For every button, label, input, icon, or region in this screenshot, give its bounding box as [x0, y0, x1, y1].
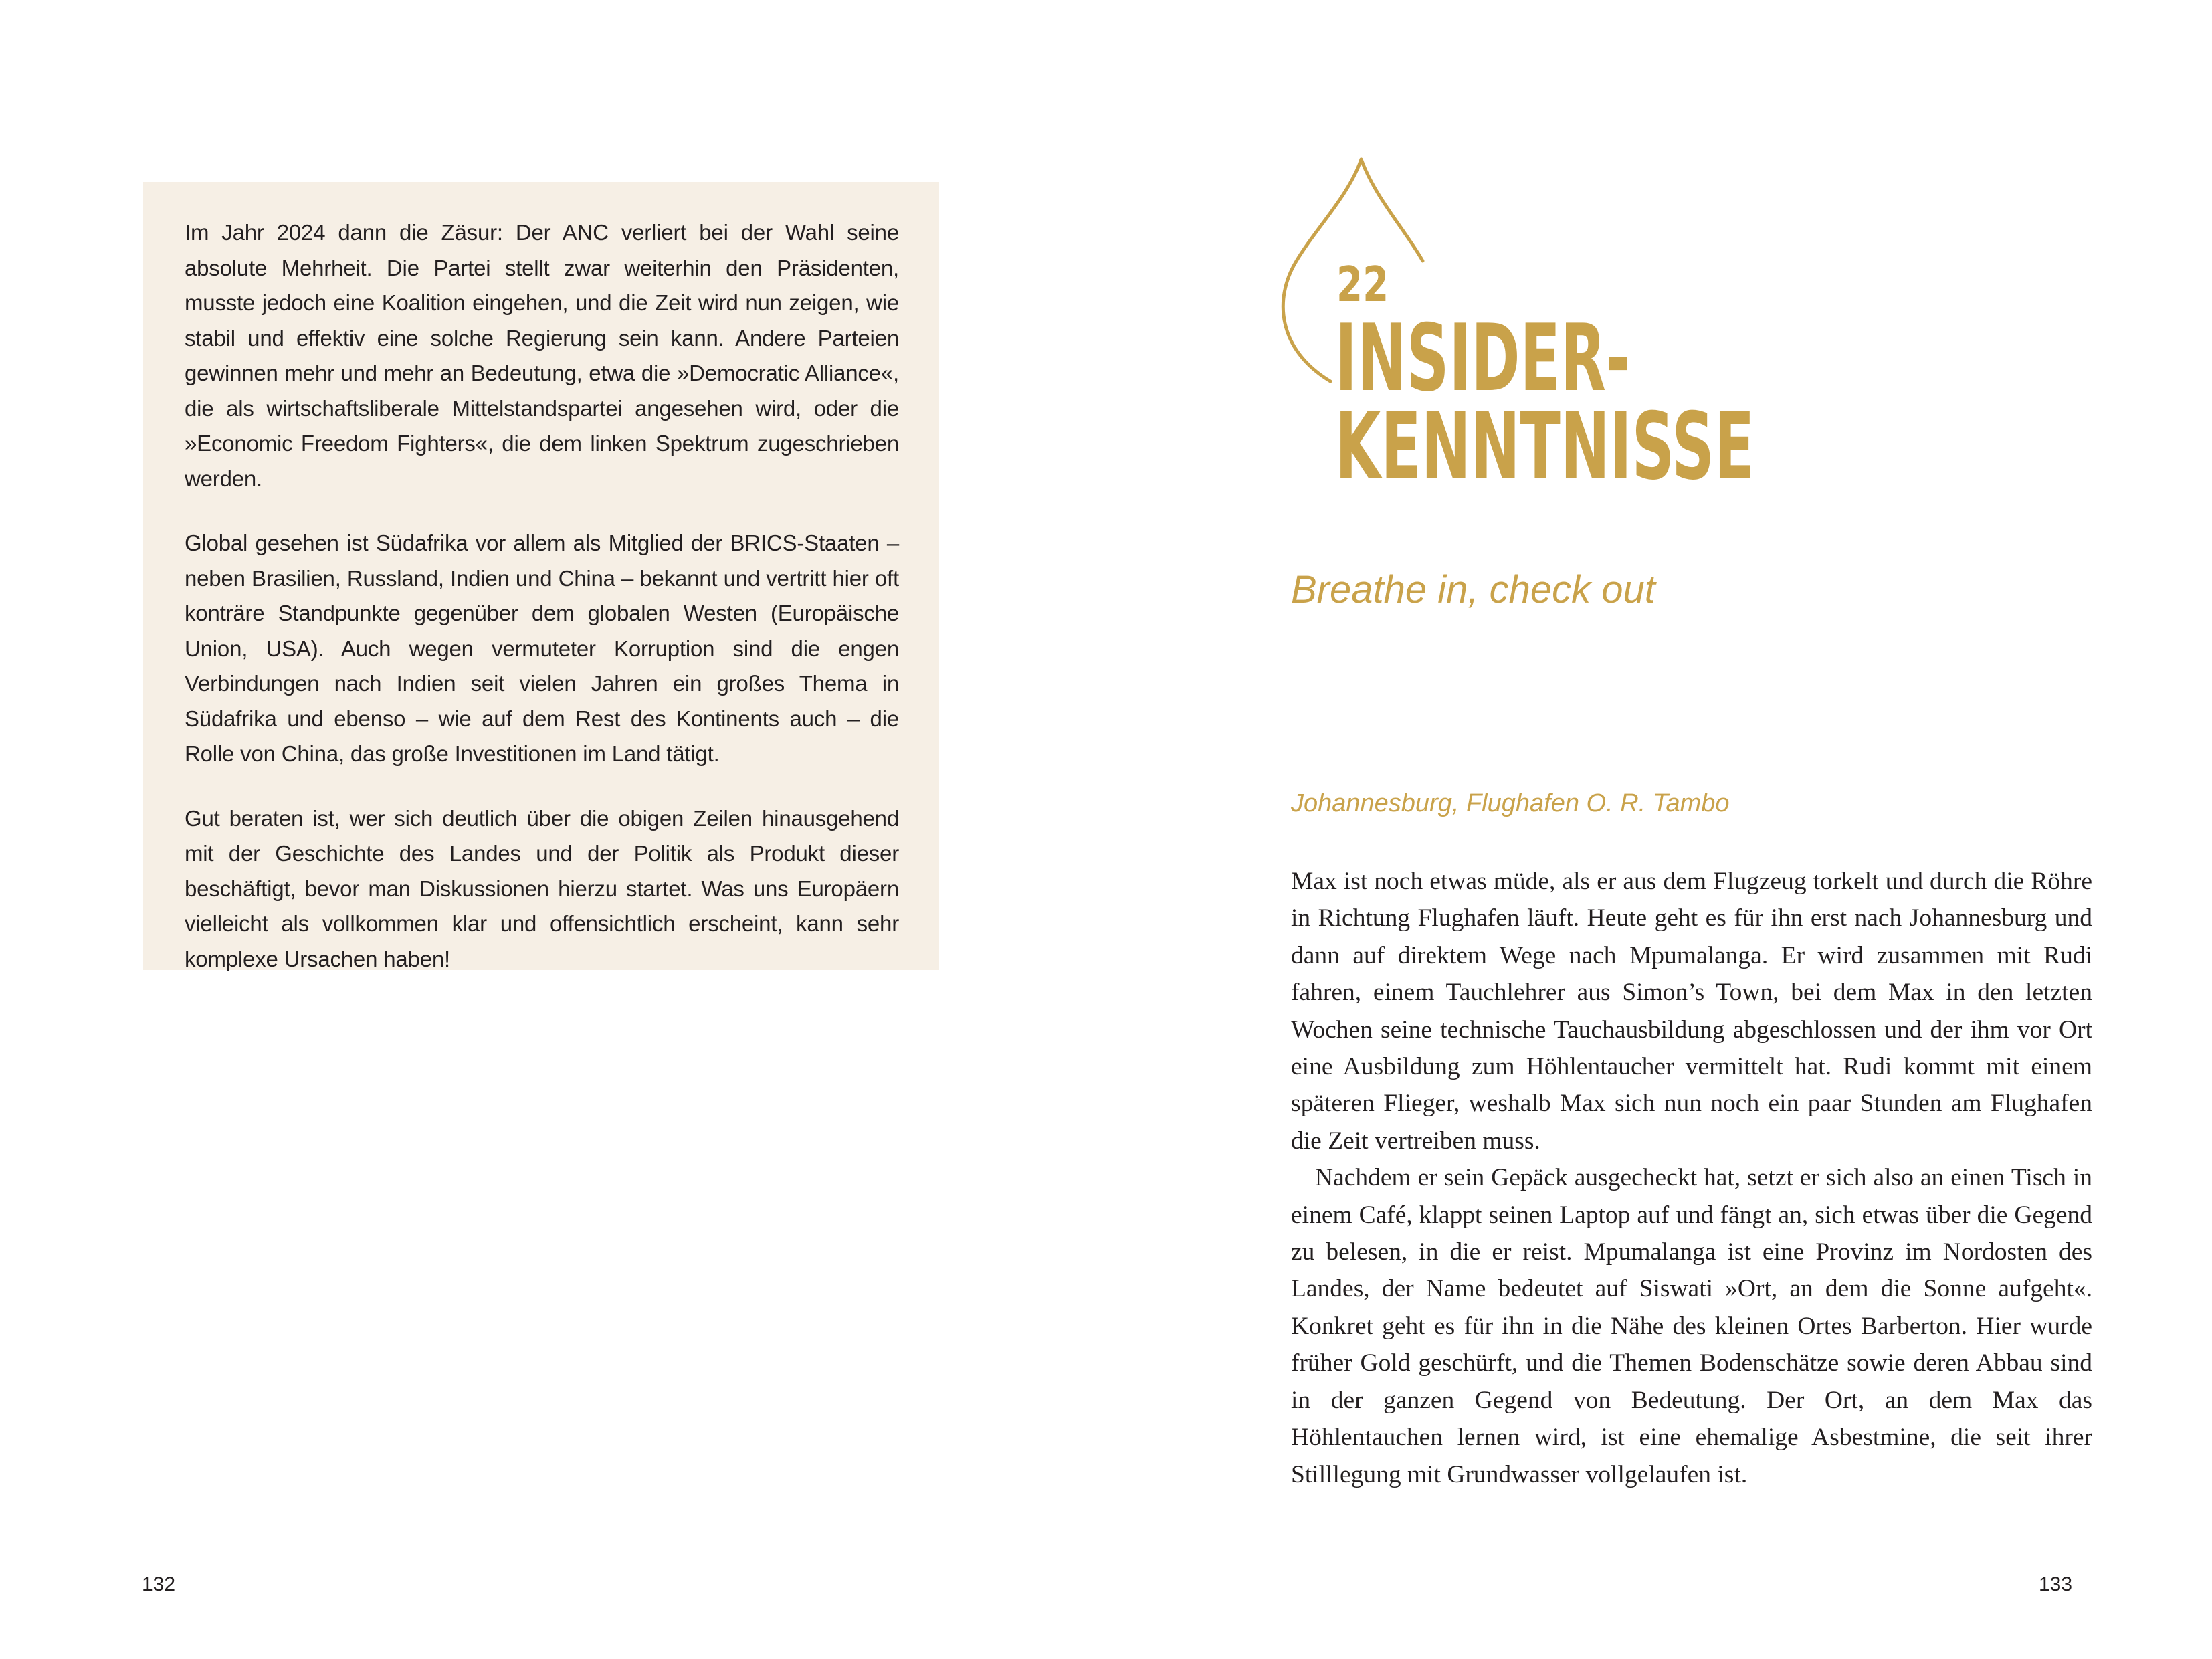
info-paragraph-3: Gut beraten ist, wer sich deutlich über die obigen Zeilen hinausgehend mit der Geschichte des Landes und der Politik als Produkt dieser beschäftigt, bevor man Diskussionen hierzu startet. Was uns Europäern vielleicht als vollkommen klar und offensichtlich erscheint, kann sehr komplexe Ursachen haben! [185, 805, 899, 971]
chapter-subtitle: Breathe in, check out [1291, 568, 1655, 611]
scene-location: Johannesburg, Flughafen O. R. Tambo [1291, 789, 1730, 817]
info-box [143, 182, 939, 970]
info-paragraph-1: Im Jahr 2024 dann die Zäsur: Der ANC verliert bei der Wahl seine absolute Mehrheit. Die Partei stellt zwar weiterhin den Präsidenten, musste jedoch eine Koalition eingehen, und die Zeit wird nun zeigen, wie stabil und effektiv eine solche Regierung sein kann. Andere Parteien gewinnen mehr und mehr an Bedeutung, etwa die »Democratic Alliance«, die als wirtschaftsliberale Mittelstandspartei angesehen wird, oder die »Economic Freedom Fighters«, die dem linken Spektrum zugeschrieben werden. [185, 220, 899, 491]
chapter-title-line-1: INSIDER- [1335, 304, 1631, 412]
story-paragraph-2: Nachdem er sein Gepäck ausgecheckt hat, setzt er sich also an einen Tisch in einem Café, klappt seinen Laptop auf und fängt an, sich etwas über die Gegend zu belesen, in die er reist. Mpumalanga ist eine Provinz im Nordosten des Landes, der Name bedeutet auf Siswati »Ort, an dem die Sonne aufgeht«. Konkret geht es für ihn in die Nähe des kleinen Ortes Barberton. Hier wurde früher Gold geschürft, und die Themen Bodenschätze sowie deren Abbau sind in der ganzen Gegend von Bedeutung. Der Ort, an dem Max das Höhlentauchen lernen wird, ist eine ehemalige Asbestmine, die seit ihrer Stilllegung mit Grundwasser vollgelaufen ist. [1291, 1164, 2092, 1488]
chapter-number: 22 [1336, 256, 1389, 312]
chapter-title [1335, 304, 1755, 500]
info-paragraph-2: Global gesehen ist Südafrika vor allem als Mitglied der BRICS-Staaten – neben Brasilien, Russland, Indien und China – bekannt und vertritt hier oft konträre Standpunkte gegenüber dem globalen Westen (Europäische Union, USA). Auch wegen vermuteter Korruption sind die engen Verbindungen nach Indien seit vielen Jahren ein großes Thema in Südafrika und ebenso – wie auf dem Rest des Kontinents auch – die Rolle von China, das große Investitionen im Land tätigt. [185, 530, 899, 766]
chapter-title-line-2: KENNTNISSE [1335, 393, 1755, 500]
page-number-left: 132 [142, 1573, 176, 1595]
page-number-right: 133 [2039, 1573, 2073, 1595]
story-text [1291, 863, 2092, 1493]
story-paragraph-1: Max ist noch etwas müde, als er aus dem Flugzeug torkelt und durch die Röhre in Richtung Flughafen läuft. Heute geht es für ihn erst nach Johannesburg und dann auf direktem Wege nach Mpumalanga. Er wird zusammen mit Rudi fahren, einem Tauchlehrer aus Simon’s Town, bei dem Max in den letzten Wochen seine technische Tauchausbildung abgeschlossen und der ihm vor Ort eine Ausbildung zum Höhlentaucher vermittelt hat. Rudi kommt mit einem späteren Flieger, weshalb Max sich nun noch ein paar Stunden am Flughafen die Zeit vertreiben muss. [1291, 868, 2092, 1155]
